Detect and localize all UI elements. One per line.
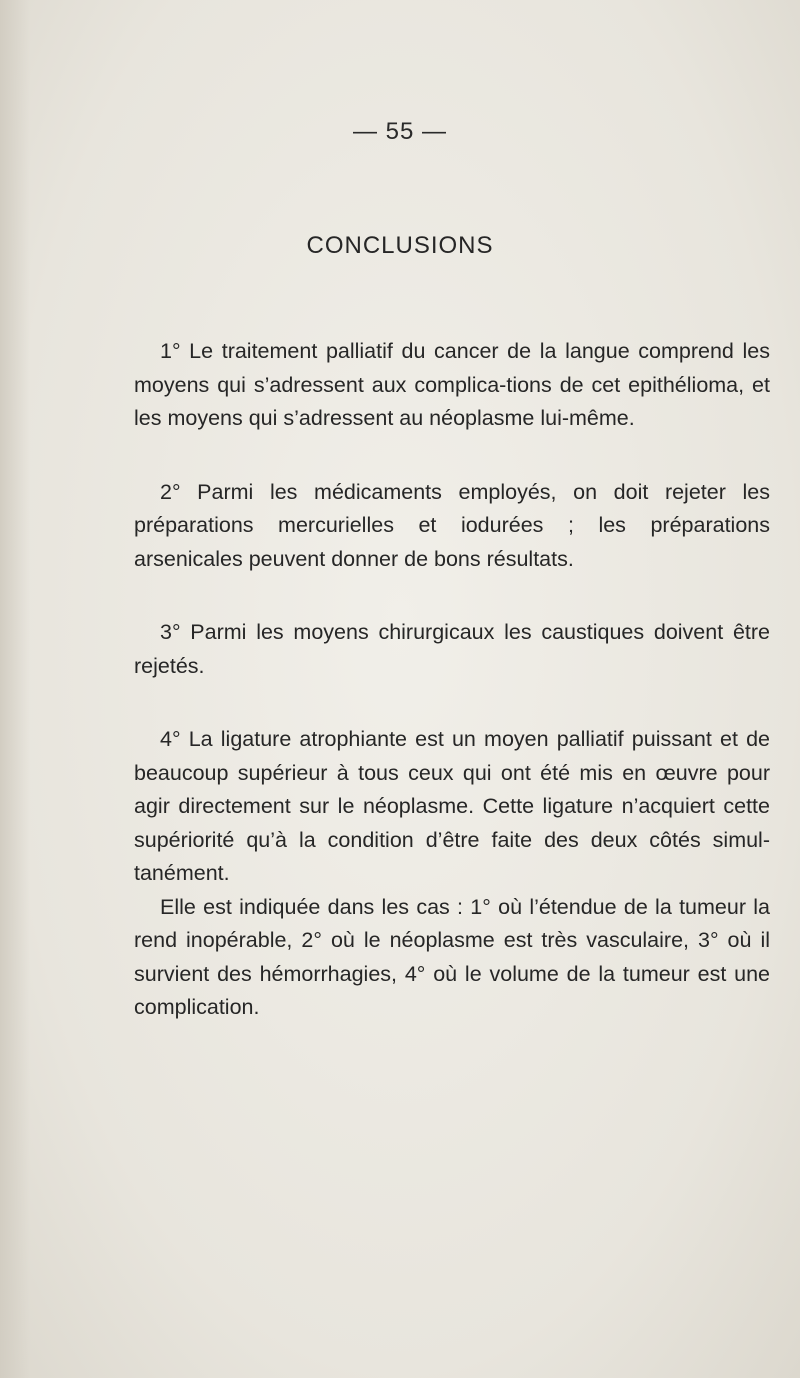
paragraph-indications: Elle est indiquée dans les cas : 1° où l’étendue de la tumeur la rend inopérable, 2° où le néoplasme est très vasculaire, 3° où il survient des hémorrhagies, 4° où le volume de la tumeur est une complication. bbox=[134, 894, 770, 1019]
page-title: CONCLUSIONS bbox=[306, 232, 494, 259]
body-text bbox=[134, 335, 770, 1025]
page-number: — 55 — bbox=[352, 118, 448, 145]
paragraph-conclusion-4: 4° La ligature atrophiante est un moyen palliatif puissant et de beaucoup supérieur à tous ceux qui ont été mis en œuvre pour agir directement sur le néoplasme. Cette ligature n’acquiert cette supériorité qu’à la condition d’être faite des deux côtés simul-tanément. bbox=[134, 727, 770, 885]
page-edge-shadow bbox=[0, 0, 30, 1378]
paragraph-conclusion-1: 1° Le traitement palliatif du cancer de la langue comprend les moyens qui s’adressent aux complica-tions de cet epithélioma, et les moyens qui s’adressent au néoplasme lui-même. bbox=[134, 339, 770, 430]
paragraph-conclusion-3: 3° Parmi les moyens chirurgicaux les caustiques doivent être rejetés. bbox=[134, 620, 770, 678]
paragraph-conclusion-2: 2° Parmi les médicaments employés, on doit rejeter les préparations mercurielles et iodurées ; les préparations arsenicales peuvent donner de bons résultats. bbox=[134, 479, 770, 571]
